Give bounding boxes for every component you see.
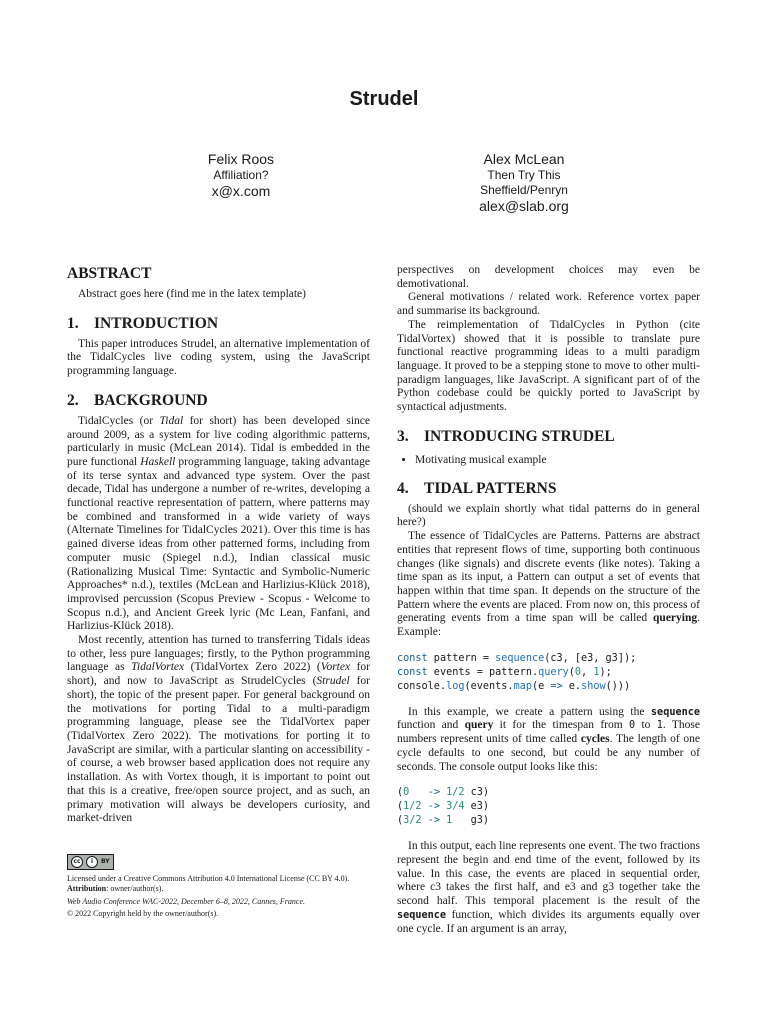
section-number: 1. xyxy=(67,314,79,332)
author-alex-mclean xyxy=(404,150,644,215)
section-heading-background xyxy=(67,391,370,411)
background-paragraph-2-cont: perspectives on development choices may even be demotivational. xyxy=(397,264,700,290)
code-example: const pattern = sequence(c3, [e3, g3]); const events = pattern.query(0, 1); console.log(events.map(e => e.show())) xyxy=(397,652,637,692)
left-column xyxy=(67,264,370,826)
copyright-notice: © 2022 Copyright held by the owner/author(s). xyxy=(67,908,219,918)
patterns-paragraph-2: The essence of TidalCycles are Patterns. Patterns are abstract entities that represent flows of time, supporting both continuous changes (like signals) and discrete events (like notes). Taking a time span as its input, a Pattern can output a set of events that happen within that time span. It depends on the structure of the Pattern where the events are placed. From now on, this process of generating events from a time span will be called querying. Example: xyxy=(397,530,700,639)
patterns-paragraph-3: In this example, we create a pattern using the sequence function and query it for the timespan from 0 to 1. Those numbers represent units of time called cycles. The length of one cycle defaults to one second, but could be any number of seconds. The console output looks like this: xyxy=(397,705,700,773)
abstract-heading: ABSTRACT xyxy=(67,265,152,282)
console-output: (0 -> 1/2 c3) (1/2 -> 3/4 e3) (3/2 -> 1 g3) xyxy=(397,787,490,827)
background-paragraph-2: Most recently, attention has turned to transferring Tidals ideas to other, less pure languages; firstly, to the Python programming language as TidalVortex (TidalVortex Zero 2022) (Vortex for short), and now to JavaScript as StrudelCycles (Strudel for short), the topic of the present paper. For general background on the motivations for porting Tidal to a multi-paradigm programming language, please see the TidalVortex paper (TidalVortex Zero 2022). The motivations for porting it to JavaScript are similar, with a particular slanting on accessibility - of course, a web browser based application does not require any installation. As with Vortex though, it is important to point out that this is a creative, free/open source project, and as such, an primary motivation will always be developers curiosity, and market-driven xyxy=(67,634,370,825)
section-title: TIDAL PATTERNS xyxy=(424,479,557,497)
section-number: 4. xyxy=(397,479,409,497)
section-number: 3. xyxy=(397,427,409,445)
conference-info: Web Audio Conference WAC-2022, December 6–8, 2022, Cannes, France. xyxy=(67,896,305,906)
author-felix-roos xyxy=(121,150,361,200)
section-heading-introduction xyxy=(67,314,370,334)
patterns-paragraph-1: (should we explain shortly what tidal patterns do in general here?) xyxy=(397,502,700,529)
section-heading-introducing-strudel xyxy=(397,427,700,447)
paper-title: Strudel xyxy=(349,88,419,110)
author-affiliation: Then Try This xyxy=(487,168,561,182)
background-paragraph-3: General motivations / related work. Reference vortex paper and summarise its background. xyxy=(397,291,700,318)
author-affiliation: Affiliation? xyxy=(213,168,269,182)
section-number: 2. xyxy=(67,391,79,409)
cc-by-badge xyxy=(67,854,114,870)
author-affiliation: Sheffield/Penryn xyxy=(480,183,568,197)
creative-commons-icon: cc xyxy=(71,856,83,868)
author-email: x@x.com xyxy=(211,183,271,199)
author-name: Felix Roos xyxy=(207,151,275,167)
section-title: INTRODUCING STRUDEL xyxy=(424,427,615,445)
section-title: BACKGROUND xyxy=(94,391,208,409)
cc-badge-label: BY xyxy=(101,858,110,865)
patterns-paragraph-4: In this output, each line represents one event. The two fractions represent the begin and end time of the event, followed by its value. In this case, the events are placed in sequential order, where c3 takes the first half, and e3 and g3 together take the second half. This temporal placement is the result of the sequence function, which divides its arguments equally over one cycle. If an argument is an array, xyxy=(397,840,700,935)
abstract-text: Abstract goes here (find me in the latex template) xyxy=(78,288,306,300)
background-paragraph-4: The reimplementation of TidalCycles in Python (cite TidalVortex) showed that it is possible to translate pure functional reactive programming ideas to a multi paradigm language. It proved to be a stepping stone to move to other multi-paradigm languages, like JavaScript. A significant part of of the Python codebase could be quickly ported to JavaScript by syntactical adjustments. xyxy=(397,318,700,414)
right-column xyxy=(397,264,700,936)
background-paragraph-1: TidalCycles (or Tidal for short) has been developed since around 2009, as a system for live coding algorithmic patterns, particularly in music (McLean 2014). Tidal is embedded in the pure functional Haskell programming language, taking advantage of its terse syntax and advanced type system. Over the past decade, Tidal has undergone a number of re-writes, developing a functional reactive representation of pattern, where patterns may be combined and transformed in a wide variety of ways (Alternate Timelines for TidalCycles 2021). Over this time is has gained diverse ideas from other patterned forms, including from computer music (Spiegel n.d.), Indian classical music (Rationalizing Musical Time: Syntactic and Symbolic-Numeric Approaches* n.d.), textiles (McLean and Harlizius-Klück 2018), improvised percussion (Scopus Preview - Scopus - Welcome to Scopus n.d.), and Ancient Greek lyric (Mc Lean, Fanfani, and Harlizius-Klück 2018). xyxy=(67,414,370,633)
author-email: alex@slab.org xyxy=(479,198,569,214)
attribution-icon: i xyxy=(86,856,98,868)
author-name: Alex McLean xyxy=(483,151,565,167)
section-title: INTRODUCTION xyxy=(94,314,219,332)
license-footer xyxy=(67,850,370,919)
section-heading-tidal-patterns xyxy=(397,479,700,499)
bullet-list xyxy=(397,453,700,467)
intro-paragraph: This paper introduces Strudel, an alternative implementation of the TidalCycles live coding system, using the JavaScript programming language. xyxy=(67,337,370,378)
license-text: Licensed under a Creative Commons Attribution 4.0 International License (CC BY 4.0). Attribution: owner/author(s). xyxy=(67,873,350,893)
list-item: • Motivating musical example xyxy=(415,453,700,467)
